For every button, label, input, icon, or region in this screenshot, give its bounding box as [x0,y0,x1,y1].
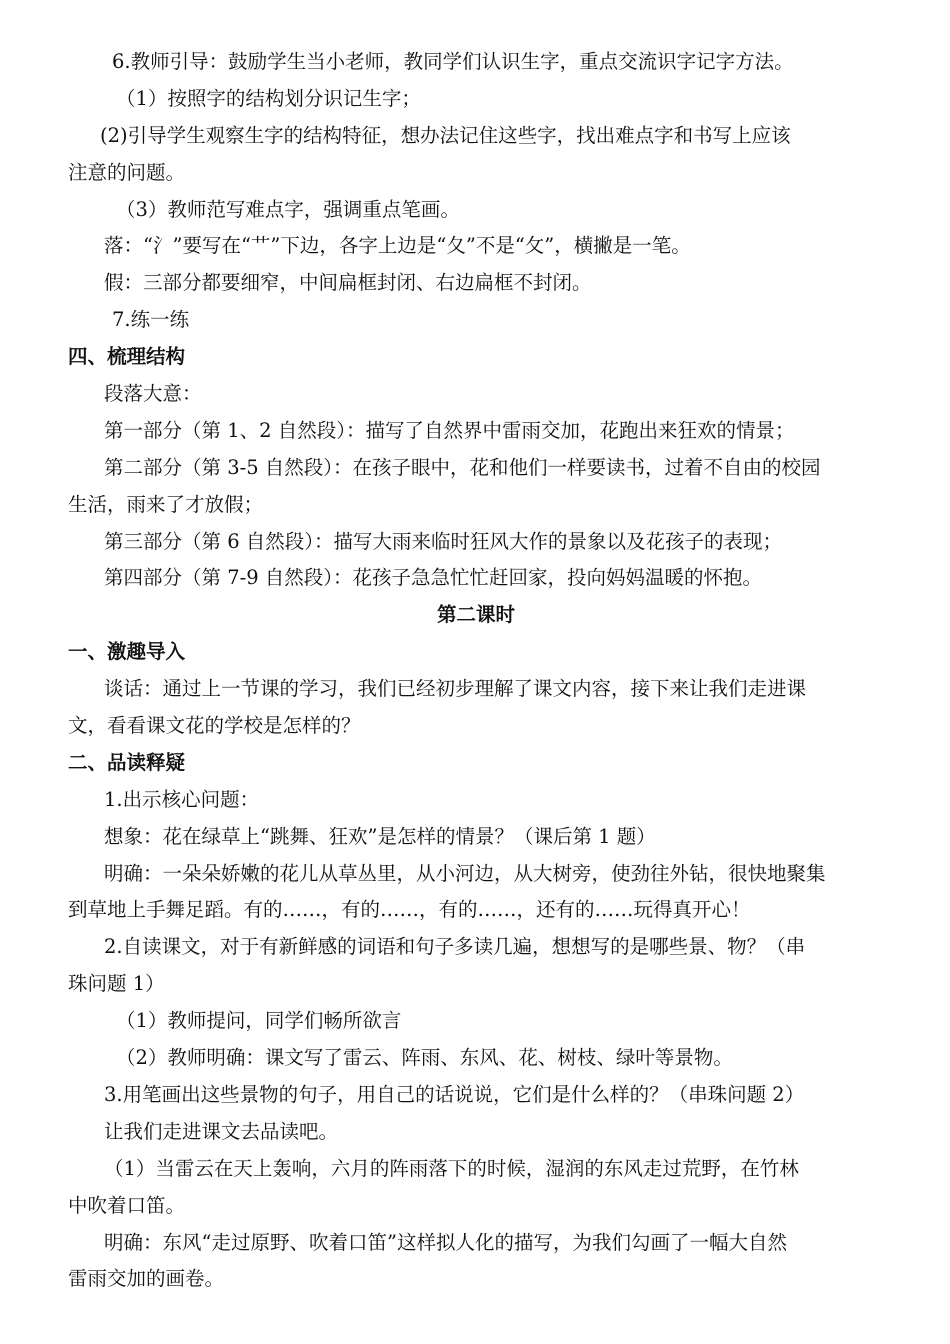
text-line: 雷雨交加的画卷。 [68,1267,225,1291]
text-line: 7.练一练 [112,308,190,332]
text-line: 2.自读课文，对于有新鲜感的词语和句子多读几遍，想想写的是哪些景、物？（串 [104,935,806,959]
text-line: 第三部分（第 6 自然段）：描写大雨来临时狂风大作的景象以及花孩子的表现； [104,529,783,553]
text-line: (2)引导学生观察生字的结构特征，想办法记住这些字，找出难点字和书写上应该 [100,123,791,147]
text-line: 明确：一朵朵娇嫩的花儿从草丛里，从小河边，从大树旁，使劲往外钻，很快地聚集 [104,861,826,885]
text-line: 第二部分（第 3-5 自然段）：在孩子眼中，花和他们一样要读书，过着不自由的校园 [104,455,821,479]
text-line: 想象：花在绿草上“跳舞、狂欢”是怎样的情景？（课后第 1 题） [104,824,656,848]
text-line: 让我们走进课文去品读吧。 [104,1119,339,1143]
text-line: 落：“氵”要写在“艹”下边，各字上边是“夂”不是“攵”，横撇是一笔。 [104,234,691,258]
text-line: （1）按照字的结构划分识记生字； [116,86,421,110]
text-line: 中吹着口笛。 [68,1193,186,1217]
text-line: （1）当雷云在天上轰响，六月的阵雨落下的时候，湿润的东风走过荒野，在竹林 [104,1156,799,1180]
text-line: 段落大意： [104,382,202,406]
text-line: 3.用笔画出这些景物的句子，用自己的话说说，它们是什么样的？（串珠问题 2） [104,1082,805,1106]
text-line: 明确：东风“走过原野、吹着口笛”这样拟人化的描写，为我们勾画了一幅大自然 [104,1230,787,1254]
section-heading: 二、品读释疑 [68,750,186,774]
text-line: 生活，雨来了才放假； [68,492,264,516]
text-line: 6.教师引导：鼓励学生当小老师，教同学们认识生字，重点交流识字记字方法。 [112,50,794,73]
text-line: 1.出示核心问题： [104,787,260,811]
text-line: （1）教师提问，同学们畅所欲言 [116,1009,402,1033]
text-line: 珠问题 1） [68,972,165,996]
section-heading: 四、梳理结构 [68,345,186,369]
text-line: 文，看看课文花的学校是怎样的？ [68,714,361,738]
lesson-title: 第二课时 [436,603,515,627]
text-line: 注意的问题。 [68,160,186,184]
document-page [68,44,884,1298]
text-line: 假：三部分都要细窄，中间扁框封闭、右边扁框不封闭。 [104,271,592,295]
text-line: 谈话：通过上一节课的学习，我们已经初步理解了课文内容，接下来让我们走进课 [104,677,807,701]
text-line: 到草地上手舞足蹈。有的……，有的……，有的……，还有的……玩得真开心！ [68,898,751,922]
text-line: 第一部分（第 1、2 自然段）：描写了自然界中雷雨交加，花跑出来狂欢的情景； [104,418,795,442]
text-line: （3）教师范写难点字，强调重点笔画。 [116,197,460,221]
text-line: 第四部分（第 7-9 自然段）：花孩子急急忙忙赶回家，投向妈妈温暖的怀抱。 [104,566,763,590]
text-line: （2）教师明确：课文写了雷云、阵雨、东风、花、树枝、绿叶等景物。 [116,1046,733,1070]
section-heading: 一、激趣导入 [68,640,186,664]
